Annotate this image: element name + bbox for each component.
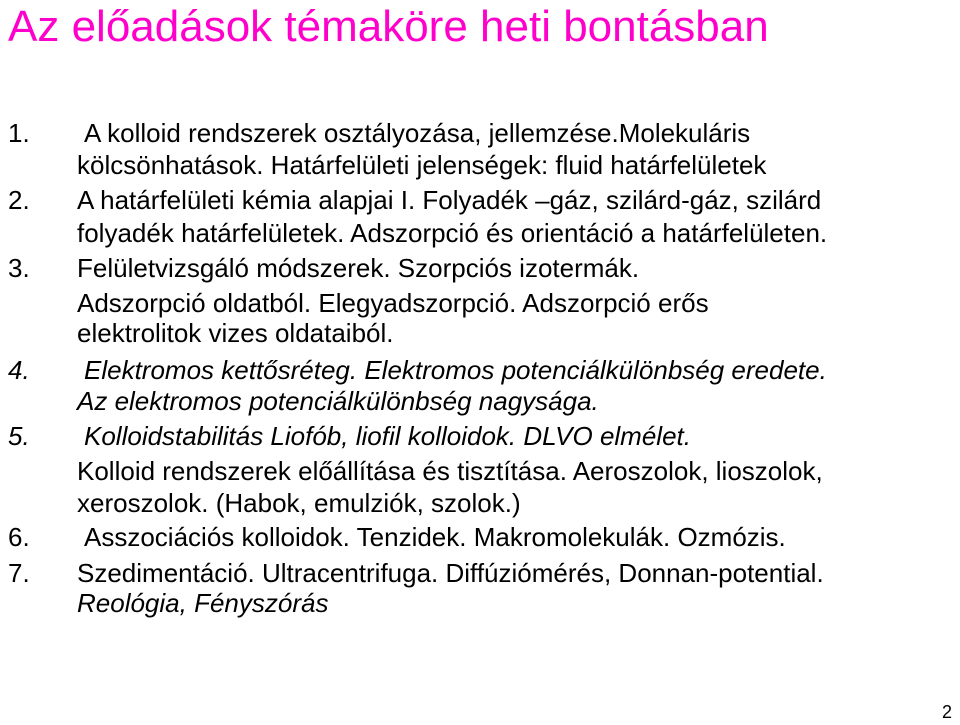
item-text: Felületvizsgáló módszerek. Szorpciós izotermák.: [77, 253, 640, 283]
item-text: A kolloid rendszerek osztályozása, jellemzése.Molekuláris: [84, 118, 751, 148]
item-text: Adszorpció oldatból. Elegyadszorpció. Adszorpció erős: [77, 288, 709, 318]
page-number: 2: [941, 702, 952, 722]
item-text: Reológia, Fényszórás: [77, 588, 329, 618]
item-number: 2.: [8, 185, 30, 215]
item-text: Az elektromos potenciálkülönbség nagysága.: [77, 386, 599, 416]
item-text: elektrolitok vizes oldataiból.: [77, 318, 394, 348]
item-number: 1.: [8, 118, 30, 148]
item-text: xeroszolok. (Habok, emulziók, szolok.): [77, 488, 521, 518]
item-number: 7.: [8, 558, 30, 588]
item-text: Kolloid rendszerek előállítása és tisztítása. Aeroszolok, lioszolok,: [77, 456, 823, 486]
item-text: Asszociációs kolloidok. Tenzidek. Makromolekulák. Ozmózis.: [84, 522, 786, 552]
item-number: 6.: [8, 522, 30, 552]
item-text: kölcsönhatások. Határfelületi jelenségek: fluid határfelületek: [77, 150, 767, 180]
slide-title: Az előadások témaköre heti bontásban: [8, 2, 769, 51]
item-number: 3.: [8, 253, 30, 283]
item-text: Elektromos kettősréteg. Elektromos potenciálkülönbség eredete.: [84, 355, 827, 385]
item-number: 4.: [8, 355, 30, 385]
item-number: 5.: [8, 421, 30, 451]
item-text: folyadék határfelületek. Adszorpció és orientáció a határfelületen.: [77, 218, 828, 248]
item-text: Kolloidstabilitás Liofób, liofil kolloidok. DLVO elmélet.: [84, 421, 691, 451]
item-text: Szedimentáció. Ultracentrifuga. Diffúziómérés, Donnan-potential.: [77, 558, 824, 588]
item-text: A határfelületi kémia alapjai I. Folyadék –gáz, szilárd-gáz, szilárd: [77, 185, 822, 215]
